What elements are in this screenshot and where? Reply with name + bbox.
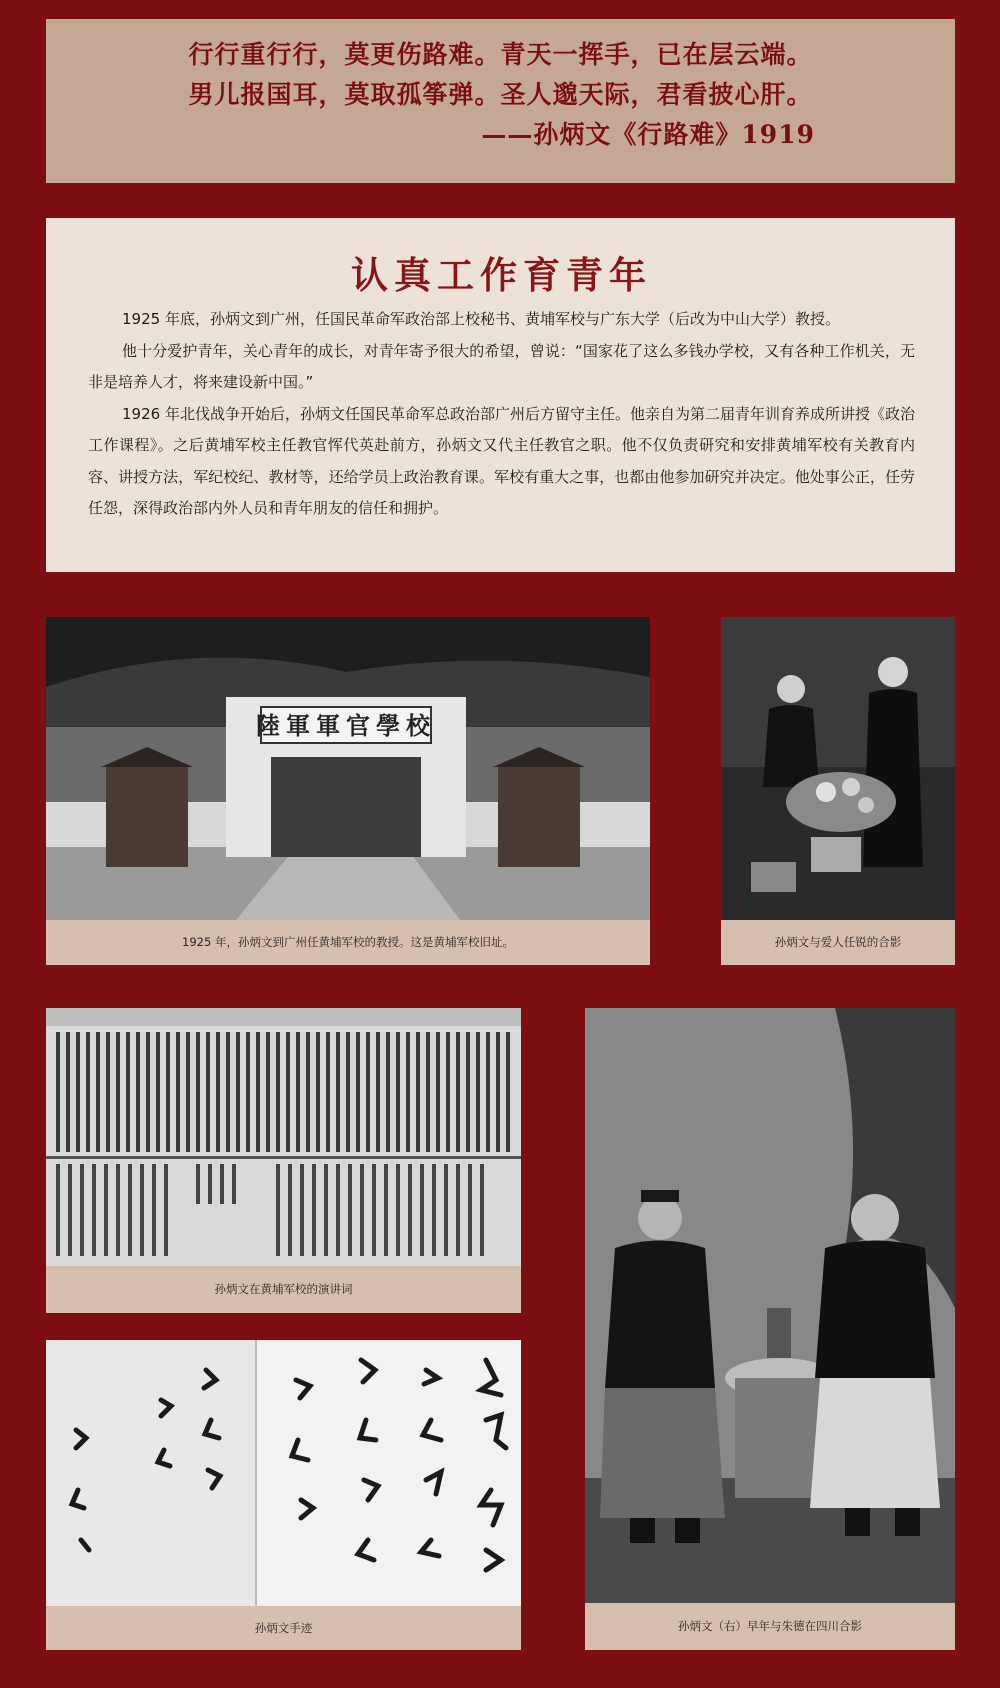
article-paragraph: 1925 年底，孙炳文到广州，任国民革命军政治部上校秘书、黄埔军校与广东大学（后改为中山大学）教授。 [122,310,840,328]
article-panel [46,218,955,572]
photo-caption: 孙炳文在黄埔军校的演讲词 [214,1282,353,1296]
photo-card-handwriting [46,1340,521,1650]
article-title: 认真工作育青年 [351,254,652,297]
photo-card-gate [46,617,650,965]
poem-line-2: 男儿报国耳，莫取孤筝弹。圣人邈天际，君看披心肝。 [188,80,813,109]
handwriting-photo [46,1340,521,1606]
academy-gate-photo [46,617,650,920]
photo-caption: 1925 年，孙炳文到广州任黄埔军校的教授。这是黄埔军校旧址。 [182,935,514,949]
article-paragraph: 1926 年北伐战争开始后，孙炳文任国民革命军总政治部广州后方留守主任。他亲自为第二届青年训育养成所讲授《政治工作课程》。之后黄埔军校主任教官恽代英赴前方，孙炳文又代主任教官之职。他不仅负责研究和安排黄埔军校有关教育内容、讲授方法，军纪校纪、教材等，还给学员上政治教育课。军校有重大之事，也都由他参加研究并决定。他处事公正，任劳任怨，深得政治部内外人员和青年朋友的信任和拥护。 [88,404,915,517]
photo-caption: 孙炳文手迹 [254,1621,313,1635]
zhude-photo [585,1008,955,1603]
photo-caption: 孙炳文与爱人任锐的合影 [774,935,902,949]
couple-photo [721,617,955,920]
poem-line-1: 行行重行行，莫更伤路难。青天一挥手，已在层云端。 [188,40,813,69]
speech-newspaper-photo [46,1008,521,1266]
photo-caption: 孙炳文（右）早年与朱德在四川合影 [678,1619,862,1633]
gate-sign: 陸軍軍官學校 [256,711,436,740]
poem-banner [46,19,955,183]
article-paragraph: 他十分爱护青年，关心青年的成长，对青年寄予很大的希望，曾说：“国家花了这么多钱办学校，又有各种工作机关，无非是培养人才，将来建设新中国。” [88,341,915,391]
photo-card-couple [721,617,955,965]
photo-card-speech [46,1008,521,1313]
poem-attribution: ——孙炳文《行路难》1919 [481,120,815,149]
photo-card-zhude [585,1008,955,1650]
